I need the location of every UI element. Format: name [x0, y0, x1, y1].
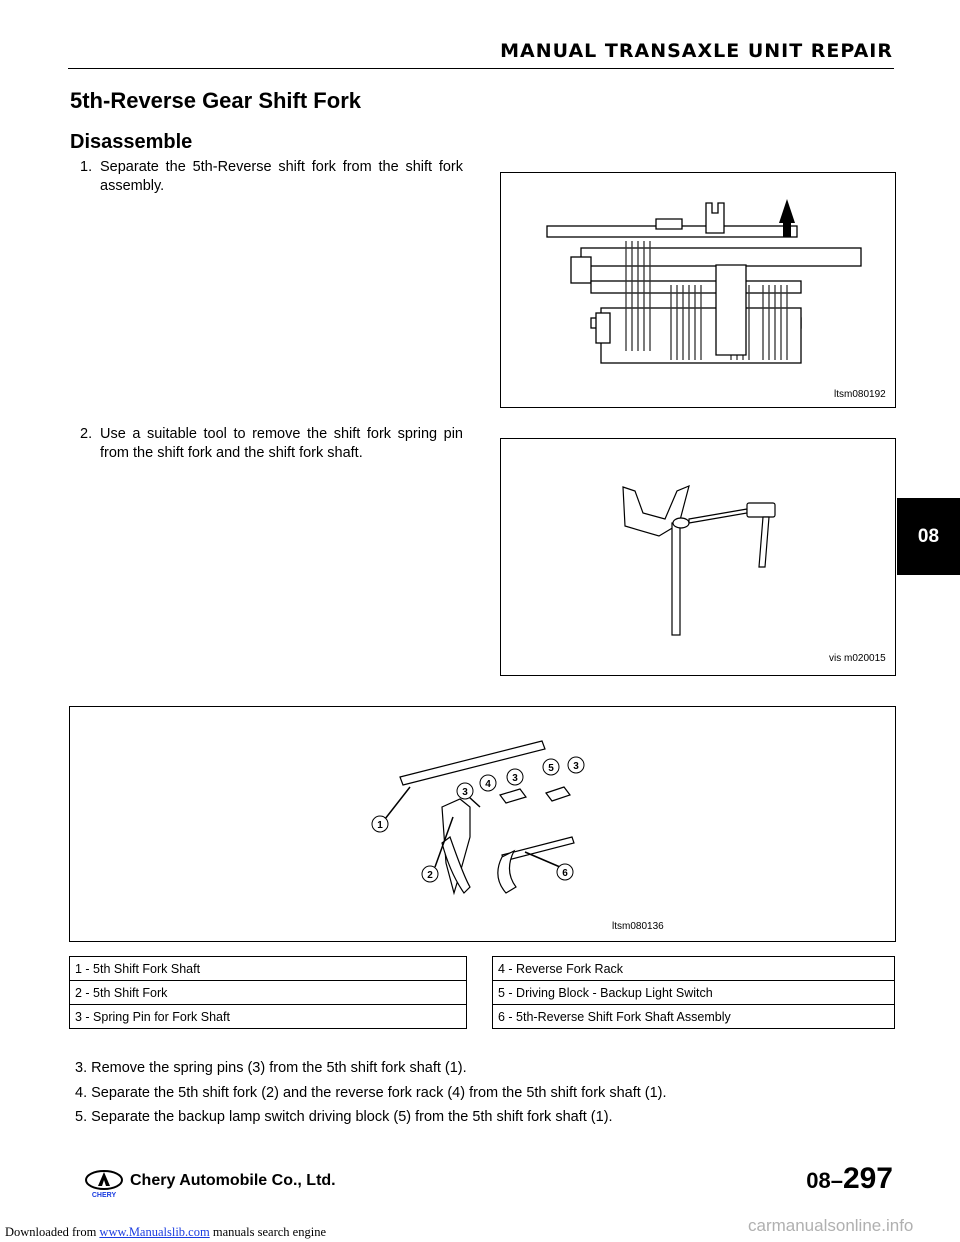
logo-text: CHERY [91, 1192, 117, 1198]
legend-cell: 2 - 5th Shift Fork [70, 981, 467, 1005]
section-title: 5th-Reverse Gear Shift Fork [70, 88, 361, 113]
exploded-view-illustration [70, 707, 895, 941]
callout-label: 3 [462, 787, 468, 798]
figure-shift-fork-assembly [500, 172, 896, 408]
callout-label: 2 [427, 870, 433, 881]
callout-label: 4 [485, 779, 491, 790]
step-2 [80, 425, 463, 463]
legend-row [70, 981, 895, 1005]
page-number-value: 297 [842, 1162, 893, 1195]
header-rule [68, 68, 894, 69]
legend-cell: 4 - Reverse Fork Rack [493, 957, 895, 981]
step-number: 1. [80, 159, 93, 175]
figure-exploded-view [69, 706, 896, 942]
callout-label: 5 [548, 763, 554, 774]
step-number: 2. [80, 426, 93, 442]
manualslib-link[interactable]: www.Manualslib.com [99, 1225, 210, 1239]
legend-table [69, 956, 895, 1029]
footer-company: Chery Automobile Co., Ltd. [130, 1172, 336, 1189]
legend-cell: 3 - Spring Pin for Fork Shaft [70, 1005, 467, 1029]
legend-cell: 5 - Driving Block - Backup Light Switch [493, 981, 895, 1005]
figure-remove-spring-pin [500, 438, 896, 676]
step-5: 5. Separate the backup lamp switch driving block (5) from the 5th shift fork shaft (1). [75, 1109, 613, 1125]
page-prefix: 08– [806, 1168, 843, 1193]
callout-label: 6 [562, 868, 568, 879]
figure-id: ltsm080192 [834, 389, 886, 400]
subsection-title: Disassemble [70, 131, 193, 153]
callout-label: 3 [512, 773, 518, 784]
gear-shaft-illustration [501, 173, 895, 407]
spring-pin-removal-illustration [501, 439, 895, 675]
figure-id: ltsm080136 [612, 921, 664, 932]
download-suffix: manuals search engine [209, 1225, 326, 1239]
step-3: 3. Remove the spring pins (3) from the 5th shift fork shaft (1). [75, 1060, 467, 1076]
step-text: Use a suitable tool to remove the shift fork spring pin from the shift fork and the shift fork shaft. [100, 426, 463, 461]
download-prefix: Downloaded from [5, 1225, 100, 1239]
legend-cell: 1 - 5th Shift Fork Shaft [70, 957, 467, 981]
callout-label: 1 [377, 820, 383, 831]
step-4: 4. Separate the 5th shift fork (2) and the reverse fork rack (4) from the 5th shift fork shaft (1). [75, 1085, 667, 1101]
legend-cell: 6 - 5th-Reverse Shift Fork Shaft Assembly [493, 1005, 895, 1029]
callout-label: 3 [573, 761, 579, 772]
download-notice [5, 1225, 326, 1240]
step-1 [80, 158, 463, 196]
page-header-title: MANUAL TRANSAXLE UNIT REPAIR [500, 40, 893, 62]
watermark: carmanualsonline.info [748, 1216, 914, 1235]
page-number [0, 1162, 893, 1196]
legend-row [70, 957, 895, 981]
legend-row [70, 1005, 895, 1029]
step-text: Separate the 5th-Reverse shift fork from the shift fork assembly. [100, 159, 463, 194]
figure-id: vis m020015 [829, 653, 886, 664]
chapter-tab: 08 [897, 498, 960, 575]
